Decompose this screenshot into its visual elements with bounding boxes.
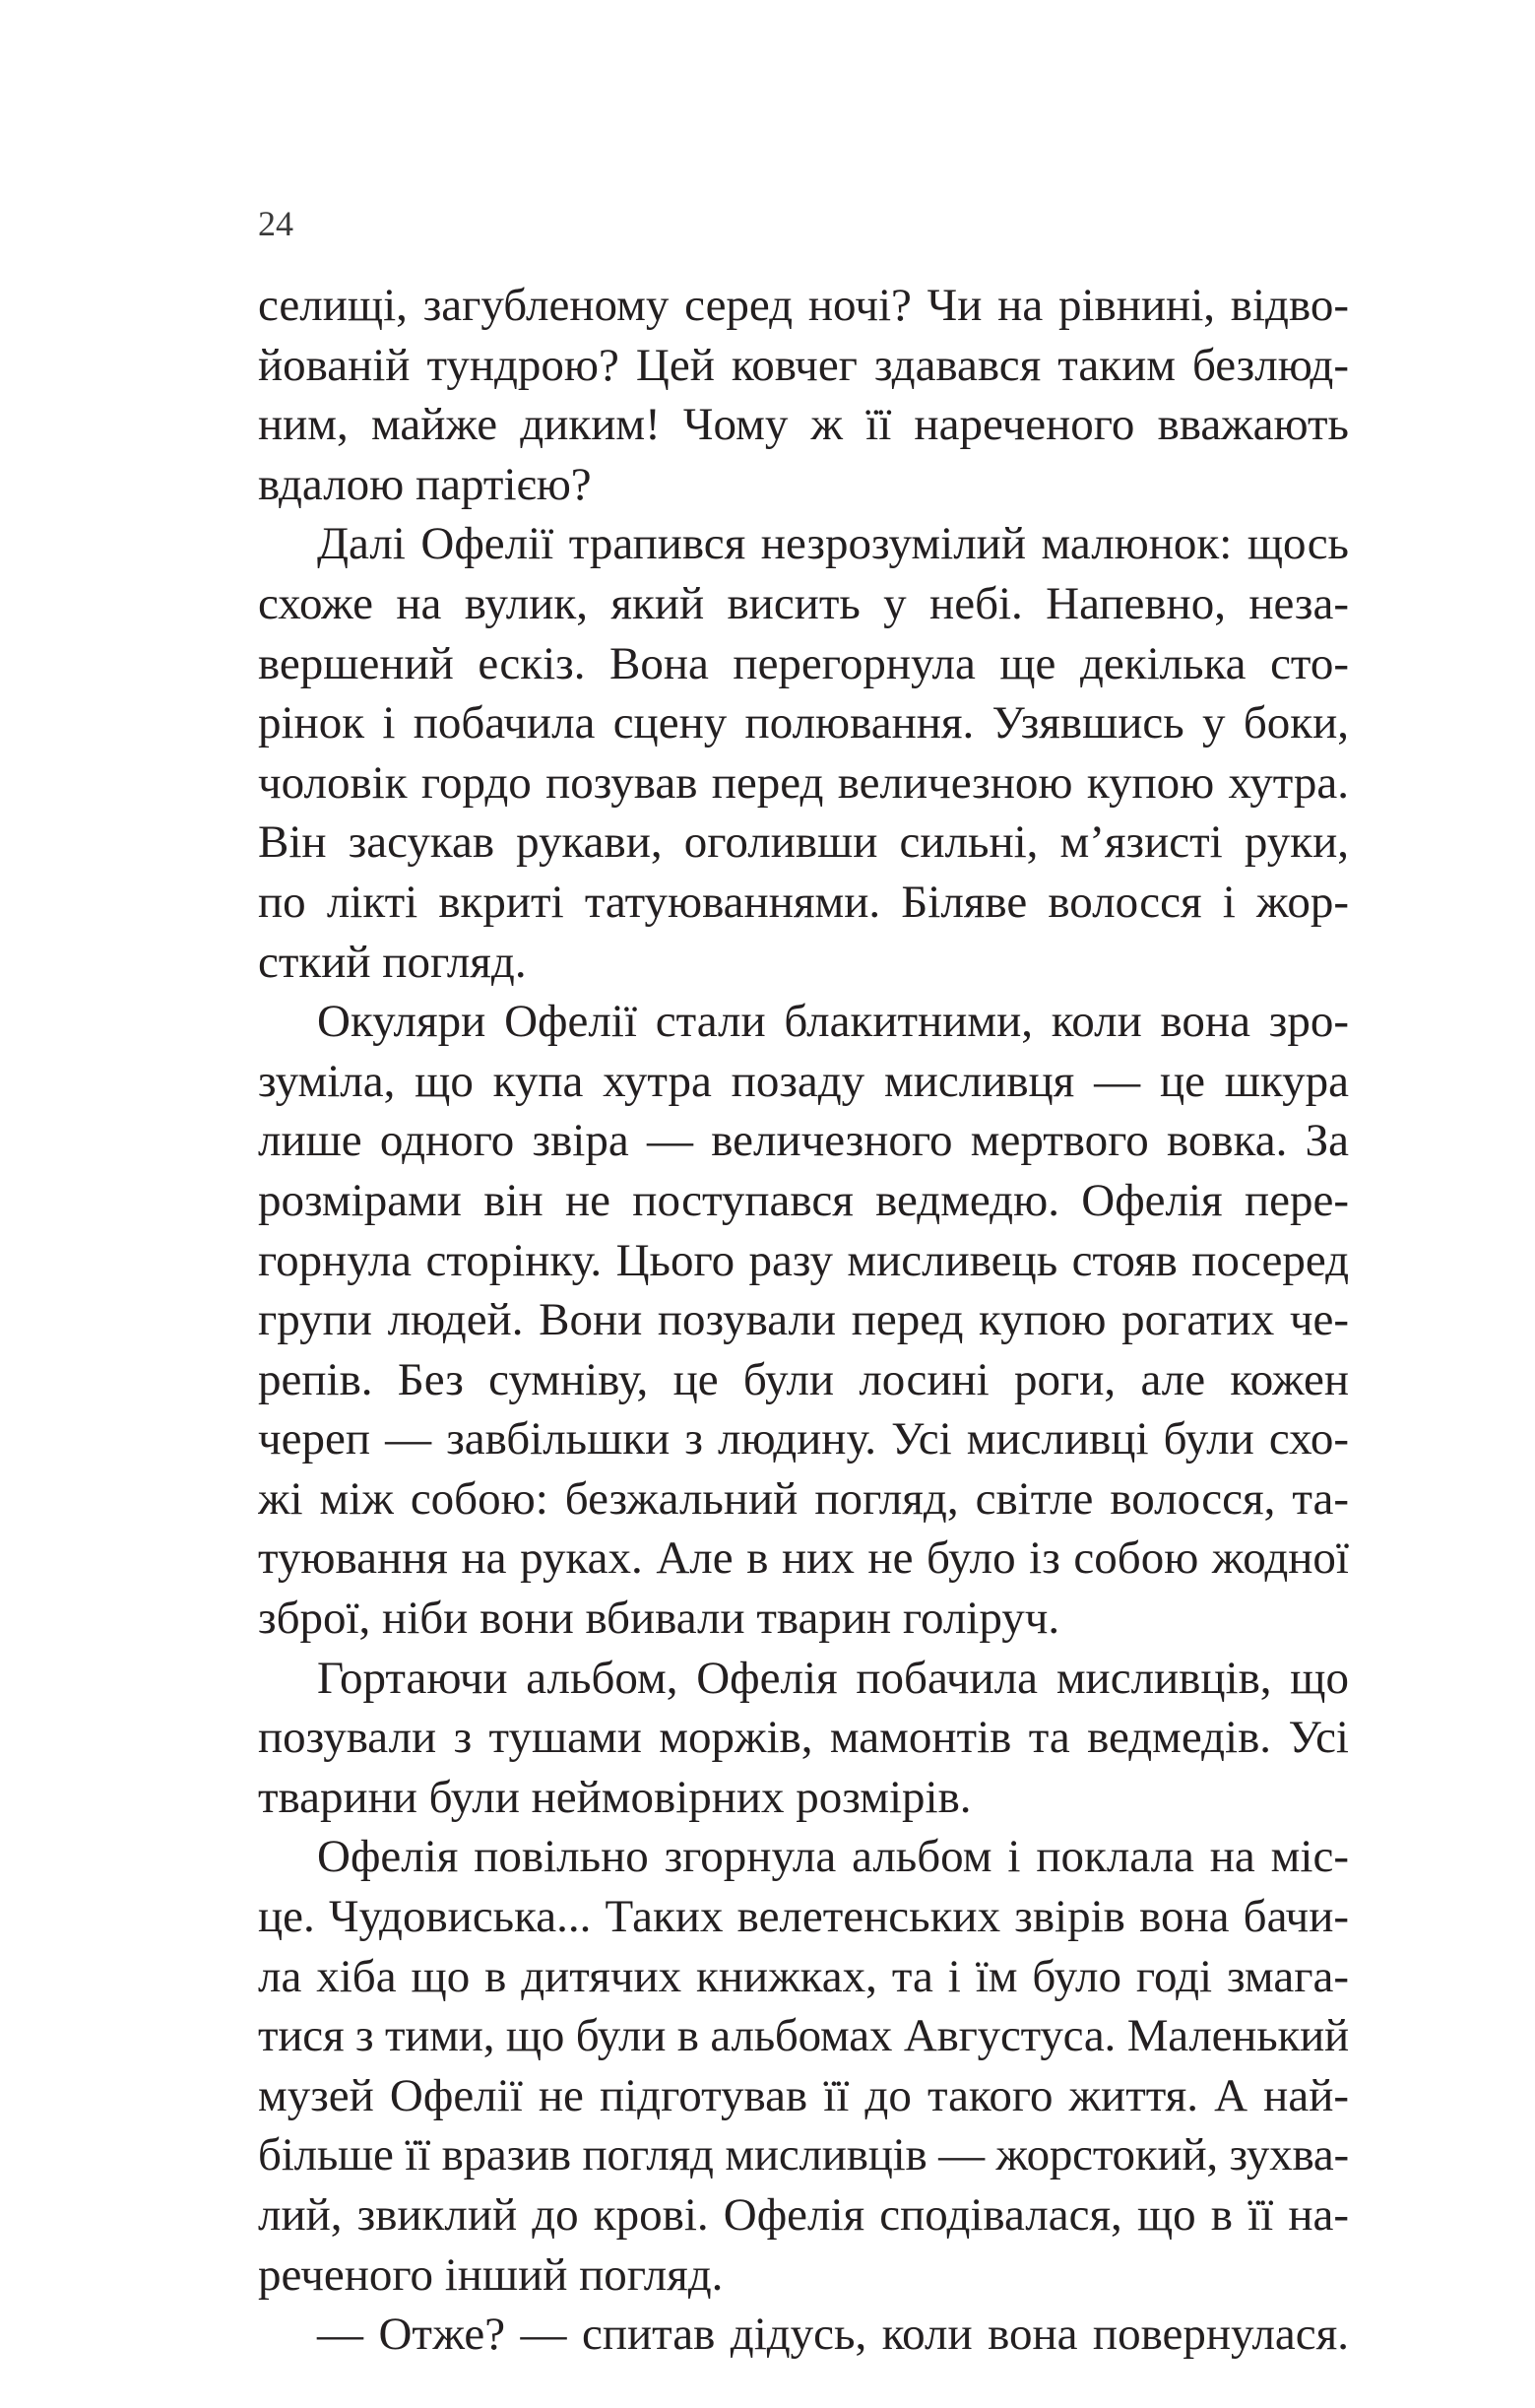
text-line: жі між собою: безжальний погляд, світле волосся, та-	[258, 1472, 1349, 1525]
page-number: 24	[258, 204, 293, 243]
text-line: чоловік гордо позував перед величезною купою хутра.	[258, 756, 1349, 809]
text-line: горнула сторінку. Цього разу мисливець стояв посеред	[258, 1234, 1349, 1286]
text-line: репів. Без сумніву, це були лосині роги, але кожен	[258, 1353, 1349, 1405]
text-line: по лікті вкриті татуюваннями. Біляве волосся і жор-	[258, 876, 1349, 928]
text-line: розмірами він не поступався ведмедю. Офелія пере-	[258, 1174, 1349, 1226]
text-line: більше її вразив погляд мисливців — жорстокий, зухва-	[258, 2129, 1349, 2181]
text-line: — Отже? — спитав дідусь, коли вона повернулася.	[317, 2309, 1349, 2361]
text-line: Окуляри Офелії стали блакитними, коли вона зро-	[317, 996, 1349, 1048]
text-line: це. Чудовиська... Таких велетенських звірів вона бачи-	[258, 1891, 1349, 1943]
text-line: Він засукав рукави, оголивши сильні, м’язисті руки,	[258, 816, 1349, 869]
text-line: тварини були неймовірних розмірів.	[258, 1771, 972, 1823]
text-line: групи людей. Вони позували перед купою рогатих че-	[258, 1294, 1349, 1346]
text-line: схоже на вулик, який висить у небі. Напевно, неза-	[258, 577, 1349, 629]
body-text	[258, 276, 1349, 2365]
text-line: лише одного звіра — величезного мертвого вовка. За	[258, 1115, 1349, 1167]
text-line: Далі Офелії трапився незрозумілий малюнок: щось	[317, 518, 1349, 570]
text-line: музей Офелії не підготував її до такого життя. А най-	[258, 2069, 1349, 2121]
text-line: череп — завбільшки з людину. Усі мисливці були схо-	[258, 1413, 1349, 1465]
text-line: туювання на руках. Але в них не було із собою жодної	[258, 1532, 1349, 1585]
text-line: йованій тундрою? Цей ковчег здавався таким безлюд-	[258, 339, 1349, 391]
text-line: зуміла, що купа хутра позаду мисливця — це шкура	[258, 1055, 1349, 1107]
text-line: реченого інший погляд.	[258, 2248, 724, 2301]
text-line: Гортаючи альбом, Офелія побачила мисливців, що	[317, 1652, 1349, 1704]
text-line: вершений ескіз. Вона перегорнула ще декілька сто-	[258, 637, 1349, 689]
text-line: лий, звиклий до крові. Офелія сподівалася, що в її на-	[258, 2189, 1349, 2241]
text-line: позували з тушами моржів, мамонтів та ведмедів. Усі	[258, 1712, 1349, 1764]
text-line: рінок і побачила сцену полювання. Узявшись у боки,	[258, 697, 1349, 749]
text-line: зброї, ніби вони вбивали тварин голіруч.	[258, 1593, 1060, 1645]
text-line: селищі, загубленому серед ночі? Чи на рівнині, відво-	[258, 280, 1349, 331]
text-line: вдалою партією?	[258, 458, 592, 510]
text-line: Офелія повільно згорнула альбом і поклала на міс-	[317, 1831, 1349, 1883]
text-line: ла хіба що в дитячих книжках, та і їм було годі змага-	[258, 1950, 1349, 2002]
text-line: ним, майже диким! Чому ж її нареченого вважають	[258, 399, 1349, 451]
text-line: тися з тими, що були в альбомах Августуса. Маленький	[258, 2010, 1349, 2062]
text-line: сткий погляд.	[258, 936, 527, 988]
